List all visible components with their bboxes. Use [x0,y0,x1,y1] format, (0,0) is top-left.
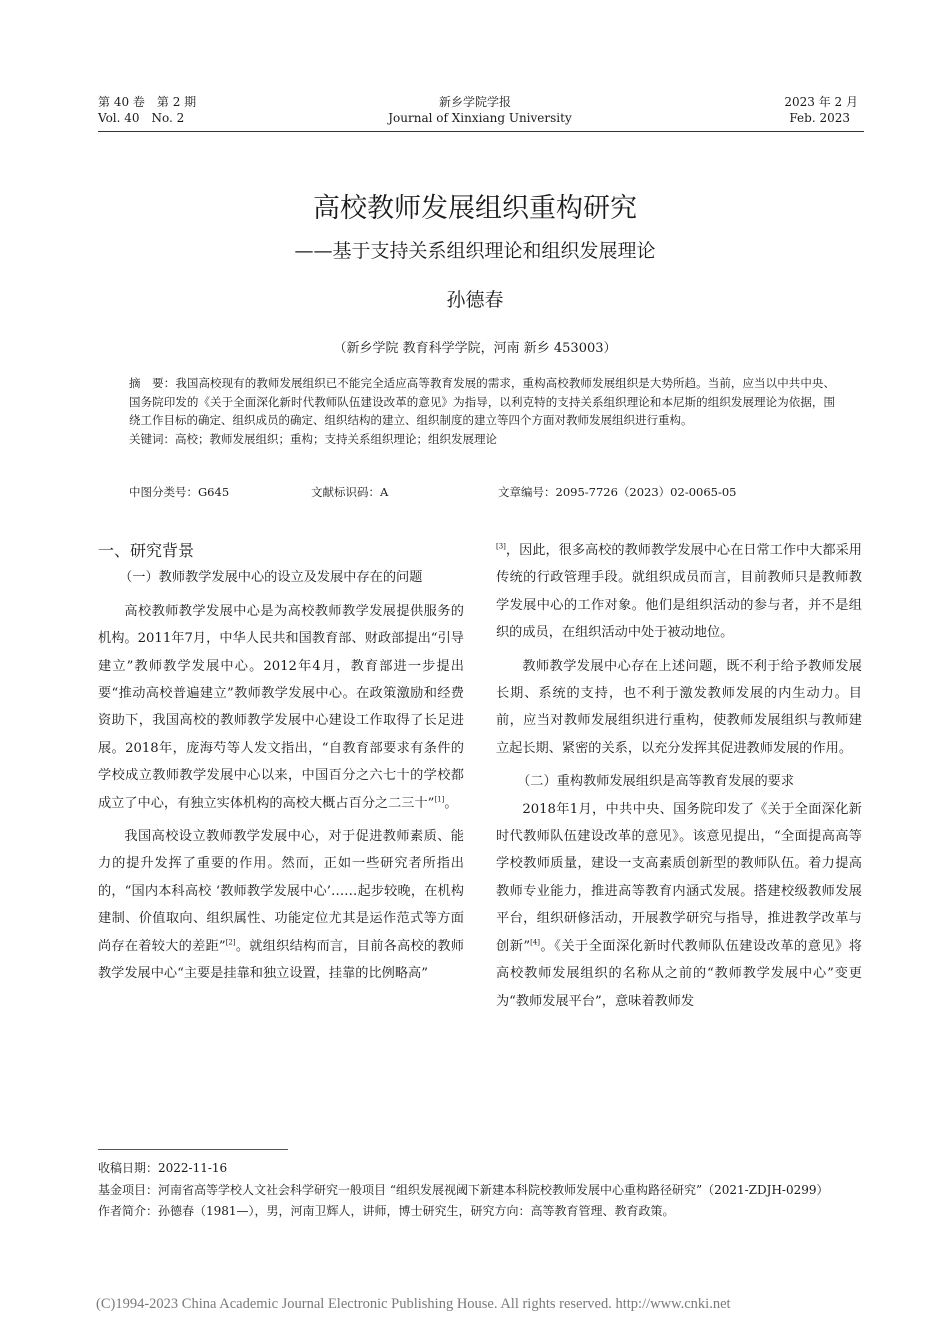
body-right-column [496,537,862,1015]
header-volume-en: Vol. 40 No. 2 [98,111,185,125]
keywords-label: 关键词： [129,431,175,446]
header-date-cn: 2023 年 2 月 [784,95,858,109]
author-name: 孙德春 [446,289,504,311]
paragraph-3: 教师教学发展中心存在上述问题，既不利于给予教师发展长期、系统的支持，也不利于激发教师发展的内生动力。目前，应当对教师发展组织进行重构，使教师发展组织与教师建立起长期、紧密的关系，以充分发挥其促进教师发展的作用。 [496,658,862,756]
header-date-en: Feb. 2023 [789,111,850,125]
received-date: 收稿日期：2022-11-16 [98,1161,228,1175]
subsection-heading-1: （一）教师教学发展中心的设立及发展中存在的问题 [119,570,423,586]
footnotes [98,1158,866,1223]
paragraph-2: 我国高校设立教师教学发展中心，对于促进教师素质、能力的提升发挥了重要的作用。然而，正如一些研究者所指出的，“国内本科高校 ‘教师教学发展中心’……起步较晚，在机构建制、价值取向、组织属性、功能定位尤其是运作范式等方面尚存在着较大的差距”[2]。就组织结构而言，目前各高校的教师教学发展中心“主要是挂靠和独立设置，挂靠的比例略高” [98,829,464,982]
paragraph-1: 高校教师教学发展中心是为高校教师教学发展提供服务的机构。2011年7月，中华人民共和国教育部、财政部提出“引导建立”教师教学发展中心。2012年4月，教育部进一步提出要“推动高校普遍建立”教师教学发展中心。在政策激励和经费资助下，我国高校的教师教学发展中心建设工作取得了长足进展。2018年，庞海芍等人发文指出，“自教育部要求有条件的学校成立教师教学发展中心以来，中国百分之六七十的学校都成立了中心，有独立实体机构的高校大概占百分之二三十”[1]。 [98,603,464,811]
article-number: 文章编号：2095-7726（2023）02-0065-05 [498,485,737,499]
citation-2: [2] [225,938,236,947]
keywords-text: 高校；教师发展组织；重构；支持关系组织理论；组织发展理论 [175,431,497,446]
abstract-label: 摘 要： [129,376,176,390]
section-heading: 一、研究背景 [98,541,195,560]
document-code: 文献标识码：A [311,485,389,499]
subsection-heading-2: （二）重构教师发展组织是高等教育发展的要求 [517,774,795,790]
paragraph-4: 2018年1月，中共中央、国务院印发了《关于全面深化新时代教师队伍建设改革的意见》。该意见提出，“全面提高高等学校教师质量，建设一支高素质创新型的教师队伍。着力提高教师专业能力，推进高等教育内涵式发展。搭建校级教师发展平台，组织研修活动，开展教学研究与指导，推进教学改革与创新”[4]。《关于全面深化新时代教师队伍建设改革的意见》将高校教师发展组织的名称从之前的“教师教学发展中心”变更为“教师发展平台”，意味着教师发 [496,801,862,1009]
abstract [129,374,835,448]
clc-number: 中图分类号：G645 [129,485,230,499]
header-rule [98,131,864,132]
author-affiliation: （新乡学院 教育科学学院，河南 新乡 453003） [333,341,617,356]
fund-project: 基金项目：河南省高等学校人文社会科学研究一般项目 “组织发展视阈下新建本科院校教师发展中心重构路径研究”（2021-ZDJH-0299） [98,1182,829,1197]
header-journal-en: Journal of Xinxiang University [388,111,572,125]
header-journal-cn: 新乡学院学报 [438,95,511,109]
body-left-column [98,537,464,988]
citation-4: [4] [530,938,541,947]
footnote-rule [98,1149,288,1150]
copyright-notice: (C)1994-2023 China Academic Journal Electronic Publishing House. All rights reserved. http://www.cnki.net [96,1296,731,1312]
article-subtitle: ——基于支持关系组织理论和组织发展理论 [294,240,656,262]
header-volume-cn: 第 40 卷 第 2 期 [98,95,197,109]
citation-3: [3] [496,542,506,551]
abstract-text: 我国高校现有的教师发展组织已不能完全适应高等教育发展的需求，重构高校教师发展组织是大势所趋。当前，应当以中共中央、国务院印发的《关于全面深化新时代教师队伍建设改革的意见》为指导，以利克特的支持关系组织理论和本尼斯的组织发展理论为依据，围绕工作目标的确定、组织成员的确定、组织结构的建立、组织制度的建立等四个方面对教师发展组织进行重构。 [129,376,836,427]
author-bio: 作者简介：孙德春（1981—），男，河南卫辉人，讲师，博士研究生，研究方向：高等教育管理、教育政策。 [98,1204,675,1218]
paragraph-2-continued: [3]，因此，很多高校的教师教学发展中心在日常工作中大都采用传统的行政管理手段。就组织成员而言，目前教师只是教师教学发展中心的工作对象。他们是组织活动的参与者，并不是组织的成员，在组织活动中处于被动地位。 [496,542,862,641]
citation-1: [1] [434,795,445,804]
article-title: 高校教师发展组织重构研究 [313,193,637,224]
classification-line [129,484,835,502]
